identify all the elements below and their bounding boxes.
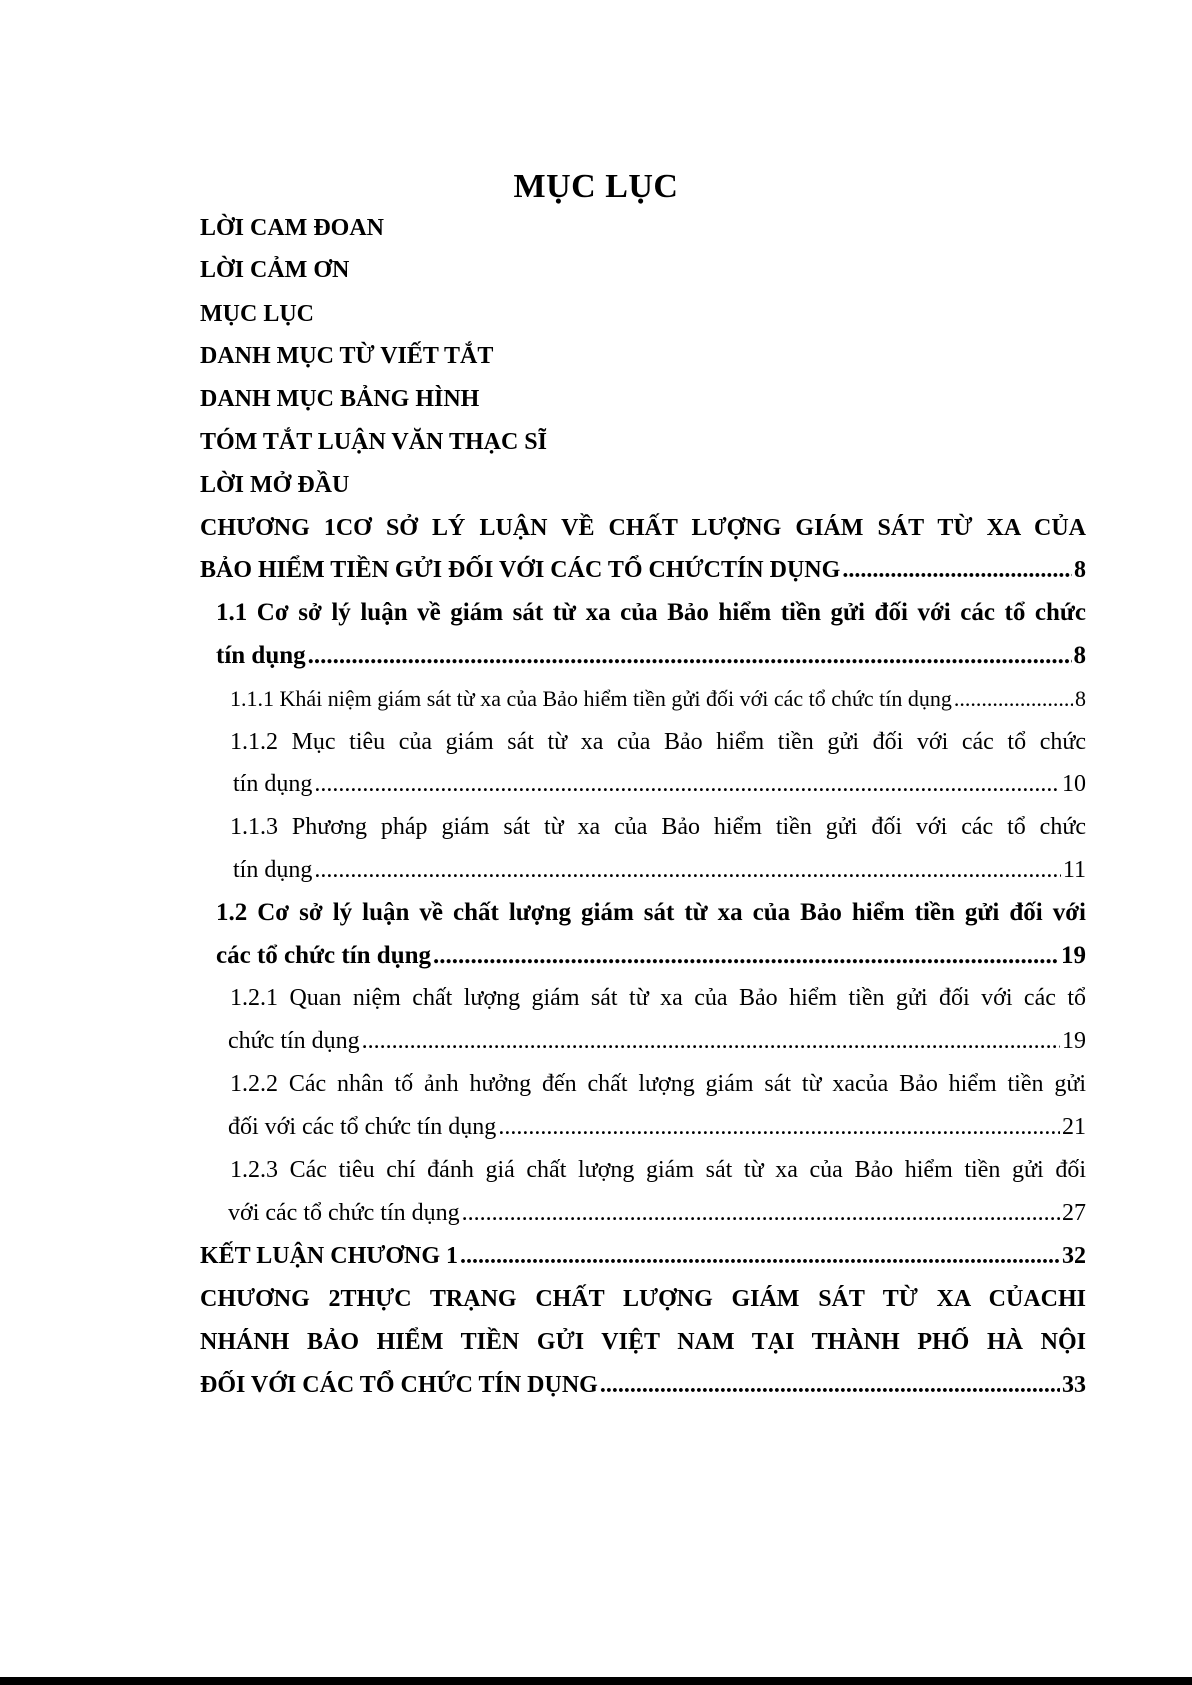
page-number: 8	[1075, 686, 1086, 711]
toc-subsection-1-2-3-line2[interactable]	[228, 1198, 1086, 1228]
toc-front-tom-tat[interactable]: TÓM TẮT LUẬN VĂN THẠC SĨ	[200, 429, 547, 455]
toc-chapter-1-line1[interactable]: CHƯƠNG 1CƠ SỞ LÝ LUẬN VỀ CHẤT LƯỢNG GIÁM SÁT TỪ XA CỦA	[200, 515, 1086, 541]
toc-front-loi-cam-doan[interactable]: LỜI CAM ĐOAN	[200, 215, 384, 241]
toc-front-loi-mo-dau[interactable]: LỜI MỞ ĐẦU	[200, 472, 350, 498]
leader-dots	[314, 769, 1060, 799]
leader-dots	[498, 1112, 1060, 1142]
toc-chapter-2-line2[interactable]: NHÁNH BẢO HIỂM TIỀN GỬI VIỆT NAM TẠI THÀNH PHỐ HÀ NỘI	[200, 1329, 1086, 1355]
toc-entry-text: ĐỐI VỚI CÁC TỔ CHỨC TÍN DỤNG	[200, 1372, 598, 1398]
toc-chapter-2-line3[interactable]	[200, 1370, 1086, 1400]
leader-dots	[460, 1241, 1060, 1271]
page-title: MỤC LỤC	[513, 168, 679, 205]
toc-entry-text: đối với các tổ chức tín dụng	[228, 1114, 497, 1140]
page-number: 19	[1061, 942, 1086, 969]
toc-entry-text: tín dụng	[216, 642, 306, 669]
page-number: 33	[1062, 1372, 1086, 1398]
toc-entry-text: tín dụng	[233, 771, 313, 797]
toc-subsection-1-1-2-line2[interactable]	[233, 769, 1086, 799]
leader-dots	[314, 855, 1061, 885]
toc-front-muc-luc[interactable]: MỤC LỤC	[200, 301, 314, 327]
page-number: 21	[1062, 1114, 1086, 1140]
toc-front-danh-muc-bang-hinh[interactable]: DANH MỤC BẢNG HÌNH	[200, 386, 480, 412]
toc-chapter-1-line2[interactable]	[200, 555, 1086, 585]
toc-entry-text: tín dụng	[233, 857, 313, 883]
toc-front-danh-muc-tu-viet-tat[interactable]: DANH MỤC TỪ VIẾT TẮT	[200, 343, 494, 369]
leader-dots	[600, 1370, 1060, 1400]
leader-dots	[308, 641, 1072, 671]
toc-entry-text: chức tín dụng	[228, 1028, 360, 1054]
leader-dots	[433, 941, 1059, 971]
toc-subsection-1-1-3-line2[interactable]	[233, 855, 1086, 885]
page-number: 10	[1062, 771, 1086, 797]
toc-entry-text: các tổ chức tín dụng	[216, 942, 432, 969]
toc-section-1-2-line1[interactable]: 1.2 Cơ sở lý luận về chất lượng giám sát từ xa của Bảo hiểm tiền gửi đối với	[216, 899, 1086, 926]
toc-subsection-1-1-1[interactable]	[230, 684, 1086, 714]
leader-dots	[362, 1026, 1060, 1056]
toc-subsection-1-1-3-line1[interactable]: 1.1.3 Phương pháp giám sát từ xa của Bảo hiểm tiền gửi đối với các tổ chức	[230, 814, 1086, 840]
toc-subsection-1-2-1-line1[interactable]: 1.2.1 Quan niệm chất lượng giám sát từ xa của Bảo hiểm tiền gửi đối với các tổ	[230, 985, 1086, 1011]
page-number: 8	[1073, 642, 1086, 669]
bottom-edge-rule	[0, 1677, 1192, 1685]
page-number: 32	[1062, 1243, 1086, 1269]
toc-entry-text: 1.1.1 Khái niệm giám sát từ xa của Bảo hiểm tiền gửi đối với các tổ chức tín dụng	[230, 686, 952, 711]
toc-entry-text: KẾT LUẬN CHƯƠNG 1	[200, 1243, 459, 1269]
toc-subsection-1-2-1-line2[interactable]	[228, 1026, 1086, 1056]
toc-section-1-2-line2[interactable]	[216, 941, 1086, 971]
page-number: 8	[1074, 557, 1086, 583]
toc-subsection-1-2-3-line1[interactable]: 1.2.3 Các tiêu chí đánh giá chất lượng giám sát từ xa của Bảo hiểm tiền gửi đối	[230, 1157, 1086, 1183]
toc-front-loi-cam-on[interactable]: LỜI CẢM ƠN	[200, 257, 350, 283]
toc-subsection-1-2-2-line1[interactable]: 1.2.2 Các nhân tố ảnh hưởng đến chất lượng giám sát từ xacủa Bảo hiểm tiền gửi	[230, 1071, 1086, 1097]
toc-section-1-1-line2[interactable]	[216, 641, 1086, 671]
page-number: 11	[1062, 857, 1086, 883]
toc-subsection-1-2-2-line2[interactable]	[228, 1112, 1086, 1142]
leader-dots	[954, 684, 1073, 714]
toc-subsection-1-1-2-line1[interactable]: 1.1.2 Mục tiêu của giám sát từ xa của Bảo hiểm tiền gửi đối với các tổ chức	[230, 729, 1086, 755]
leader-dots	[842, 555, 1072, 585]
page-number: 27	[1062, 1200, 1086, 1226]
toc-chapter-2-line1[interactable]: CHƯƠNG 2THỰC TRẠNG CHẤT LƯỢNG GIÁM SÁT TỪ XA CỦACHI	[200, 1286, 1086, 1312]
leader-dots	[462, 1198, 1060, 1228]
page-number: 19	[1062, 1028, 1086, 1054]
toc-section-1-1-line1[interactable]: 1.1 Cơ sở lý luận về giám sát từ xa của Bảo hiểm tiền gửi đối với các tổ chức	[216, 599, 1086, 626]
toc-entry-text: BẢO HIỂM TIỀN GỬI ĐỐI VỚI CÁC TỔ CHỨCTÍN DỤNG	[200, 557, 841, 583]
toc-entry-text: với các tổ chức tín dụng	[228, 1200, 460, 1226]
toc-chapter-1-conclusion[interactable]	[200, 1241, 1086, 1271]
